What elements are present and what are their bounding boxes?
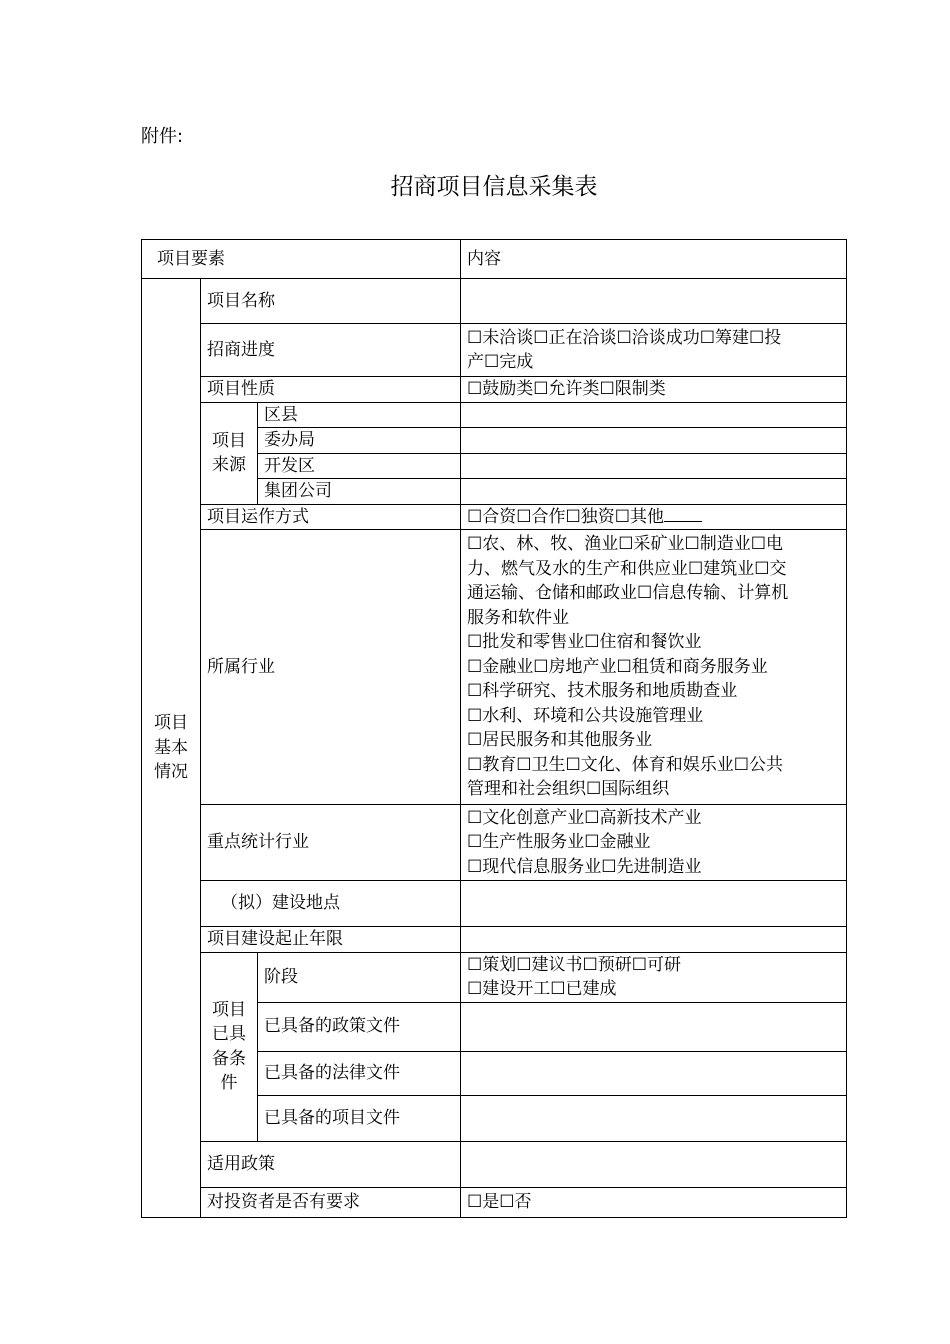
group-conditions: 项目 已具 备条 件 bbox=[201, 952, 258, 1141]
value-source-bureau[interactable] bbox=[461, 428, 847, 454]
value-industry[interactable]: ☐农、林、牧、渔业☐采矿业☐制造业☐电 力、燃气及水的生产和供应业☐建筑业☐交 通运输、仓储和邮政业☐信息传输、计算机 服务和软件业 ☐批发和零售业☐住宿和餐饮业 ☐金融业☐房地产业☐租赁和商务服务业 ☐科学研究、技术服务和地质勘查业 ☐水利、环境和公共设施管理业 ☐居民服务和其他服务业 ☐教育☐卫生☐文化、体育和娱乐业☐公共 管理和社会组织☐国际组织 bbox=[461, 530, 847, 805]
row-location bbox=[142, 881, 847, 927]
table-header-row bbox=[142, 240, 847, 279]
value-legal-docs[interactable] bbox=[461, 1051, 847, 1095]
row-investor-req bbox=[142, 1187, 847, 1217]
label-location: （拟）建设地点 bbox=[201, 881, 461, 927]
value-policy-docs[interactable] bbox=[461, 1002, 847, 1051]
value-stage[interactable]: ☐策划☐建议书☐预研☐可研 ☐建设开工☐已建成 bbox=[461, 952, 847, 1002]
row-industry bbox=[142, 530, 847, 805]
header-element-cell: 项目要素 bbox=[142, 240, 461, 279]
value-source-group[interactable] bbox=[461, 479, 847, 505]
group-project-source: 项目 来源 bbox=[201, 402, 258, 504]
label-nature: 项目性质 bbox=[201, 377, 461, 403]
label-project-docs: 已具备的项目文件 bbox=[258, 1095, 461, 1141]
label-progress: 招商进度 bbox=[201, 324, 461, 377]
other-blank-underline[interactable] bbox=[664, 505, 702, 522]
row-project-name bbox=[142, 279, 847, 324]
value-project-name[interactable] bbox=[461, 279, 847, 324]
value-project-docs[interactable] bbox=[461, 1095, 847, 1141]
label-industry: 所属行业 bbox=[201, 530, 461, 805]
row-operation bbox=[142, 504, 847, 530]
row-progress bbox=[142, 324, 847, 377]
label-source-bureau: 委办局 bbox=[258, 428, 461, 454]
label-policy: 适用政策 bbox=[201, 1141, 461, 1187]
form-title: 招商项目信息采集表 bbox=[390, 174, 598, 200]
label-source-county: 区县 bbox=[258, 402, 461, 428]
row-stage bbox=[142, 952, 847, 1002]
label-legal-docs: 已具备的法律文件 bbox=[258, 1051, 461, 1095]
value-period[interactable] bbox=[461, 927, 847, 953]
row-source-county bbox=[142, 402, 847, 428]
value-source-devzone[interactable] bbox=[461, 453, 847, 479]
row-policy bbox=[142, 1141, 847, 1187]
value-nature[interactable]: ☐鼓励类☐允许类☐限制类 bbox=[461, 377, 847, 403]
value-investor-req[interactable]: ☐是☐否 bbox=[461, 1187, 847, 1217]
value-policy[interactable] bbox=[461, 1141, 847, 1187]
label-period: 项目建设起止年限 bbox=[201, 927, 461, 953]
group-basic-info: 项目 基本 情况 bbox=[142, 279, 201, 1218]
row-period bbox=[142, 927, 847, 953]
label-source-group: 集团公司 bbox=[258, 479, 461, 505]
label-operation: 项目运作方式 bbox=[201, 504, 461, 530]
label-stage: 阶段 bbox=[258, 952, 461, 1002]
attachment-label: 附件: bbox=[141, 126, 184, 147]
value-source-county[interactable] bbox=[461, 402, 847, 428]
value-key-industry[interactable]: ☐文化创意产业☐高新技术产业 ☐生产性服务业☐金融业 ☐现代信息服务业☐先进制造业 bbox=[461, 805, 847, 881]
label-investor-req: 对投资者是否有要求 bbox=[201, 1187, 461, 1217]
value-operation[interactable]: ☐合资☐合作☐独资☐其他 bbox=[461, 504, 847, 530]
label-key-industry: 重点统计行业 bbox=[201, 805, 461, 881]
label-source-devzone: 开发区 bbox=[258, 453, 461, 479]
row-key-industry bbox=[142, 805, 847, 881]
value-progress[interactable]: ☐未洽谈☐正在洽谈☐洽谈成功☐筹建☐投 产☐完成 bbox=[461, 324, 847, 377]
info-collection-table bbox=[141, 239, 847, 1218]
label-project-name: 项目名称 bbox=[201, 279, 461, 324]
header-content-cell: 内容 bbox=[461, 240, 847, 279]
row-nature bbox=[142, 377, 847, 403]
value-location[interactable] bbox=[461, 881, 847, 927]
label-policy-docs: 已具备的政策文件 bbox=[258, 1002, 461, 1051]
